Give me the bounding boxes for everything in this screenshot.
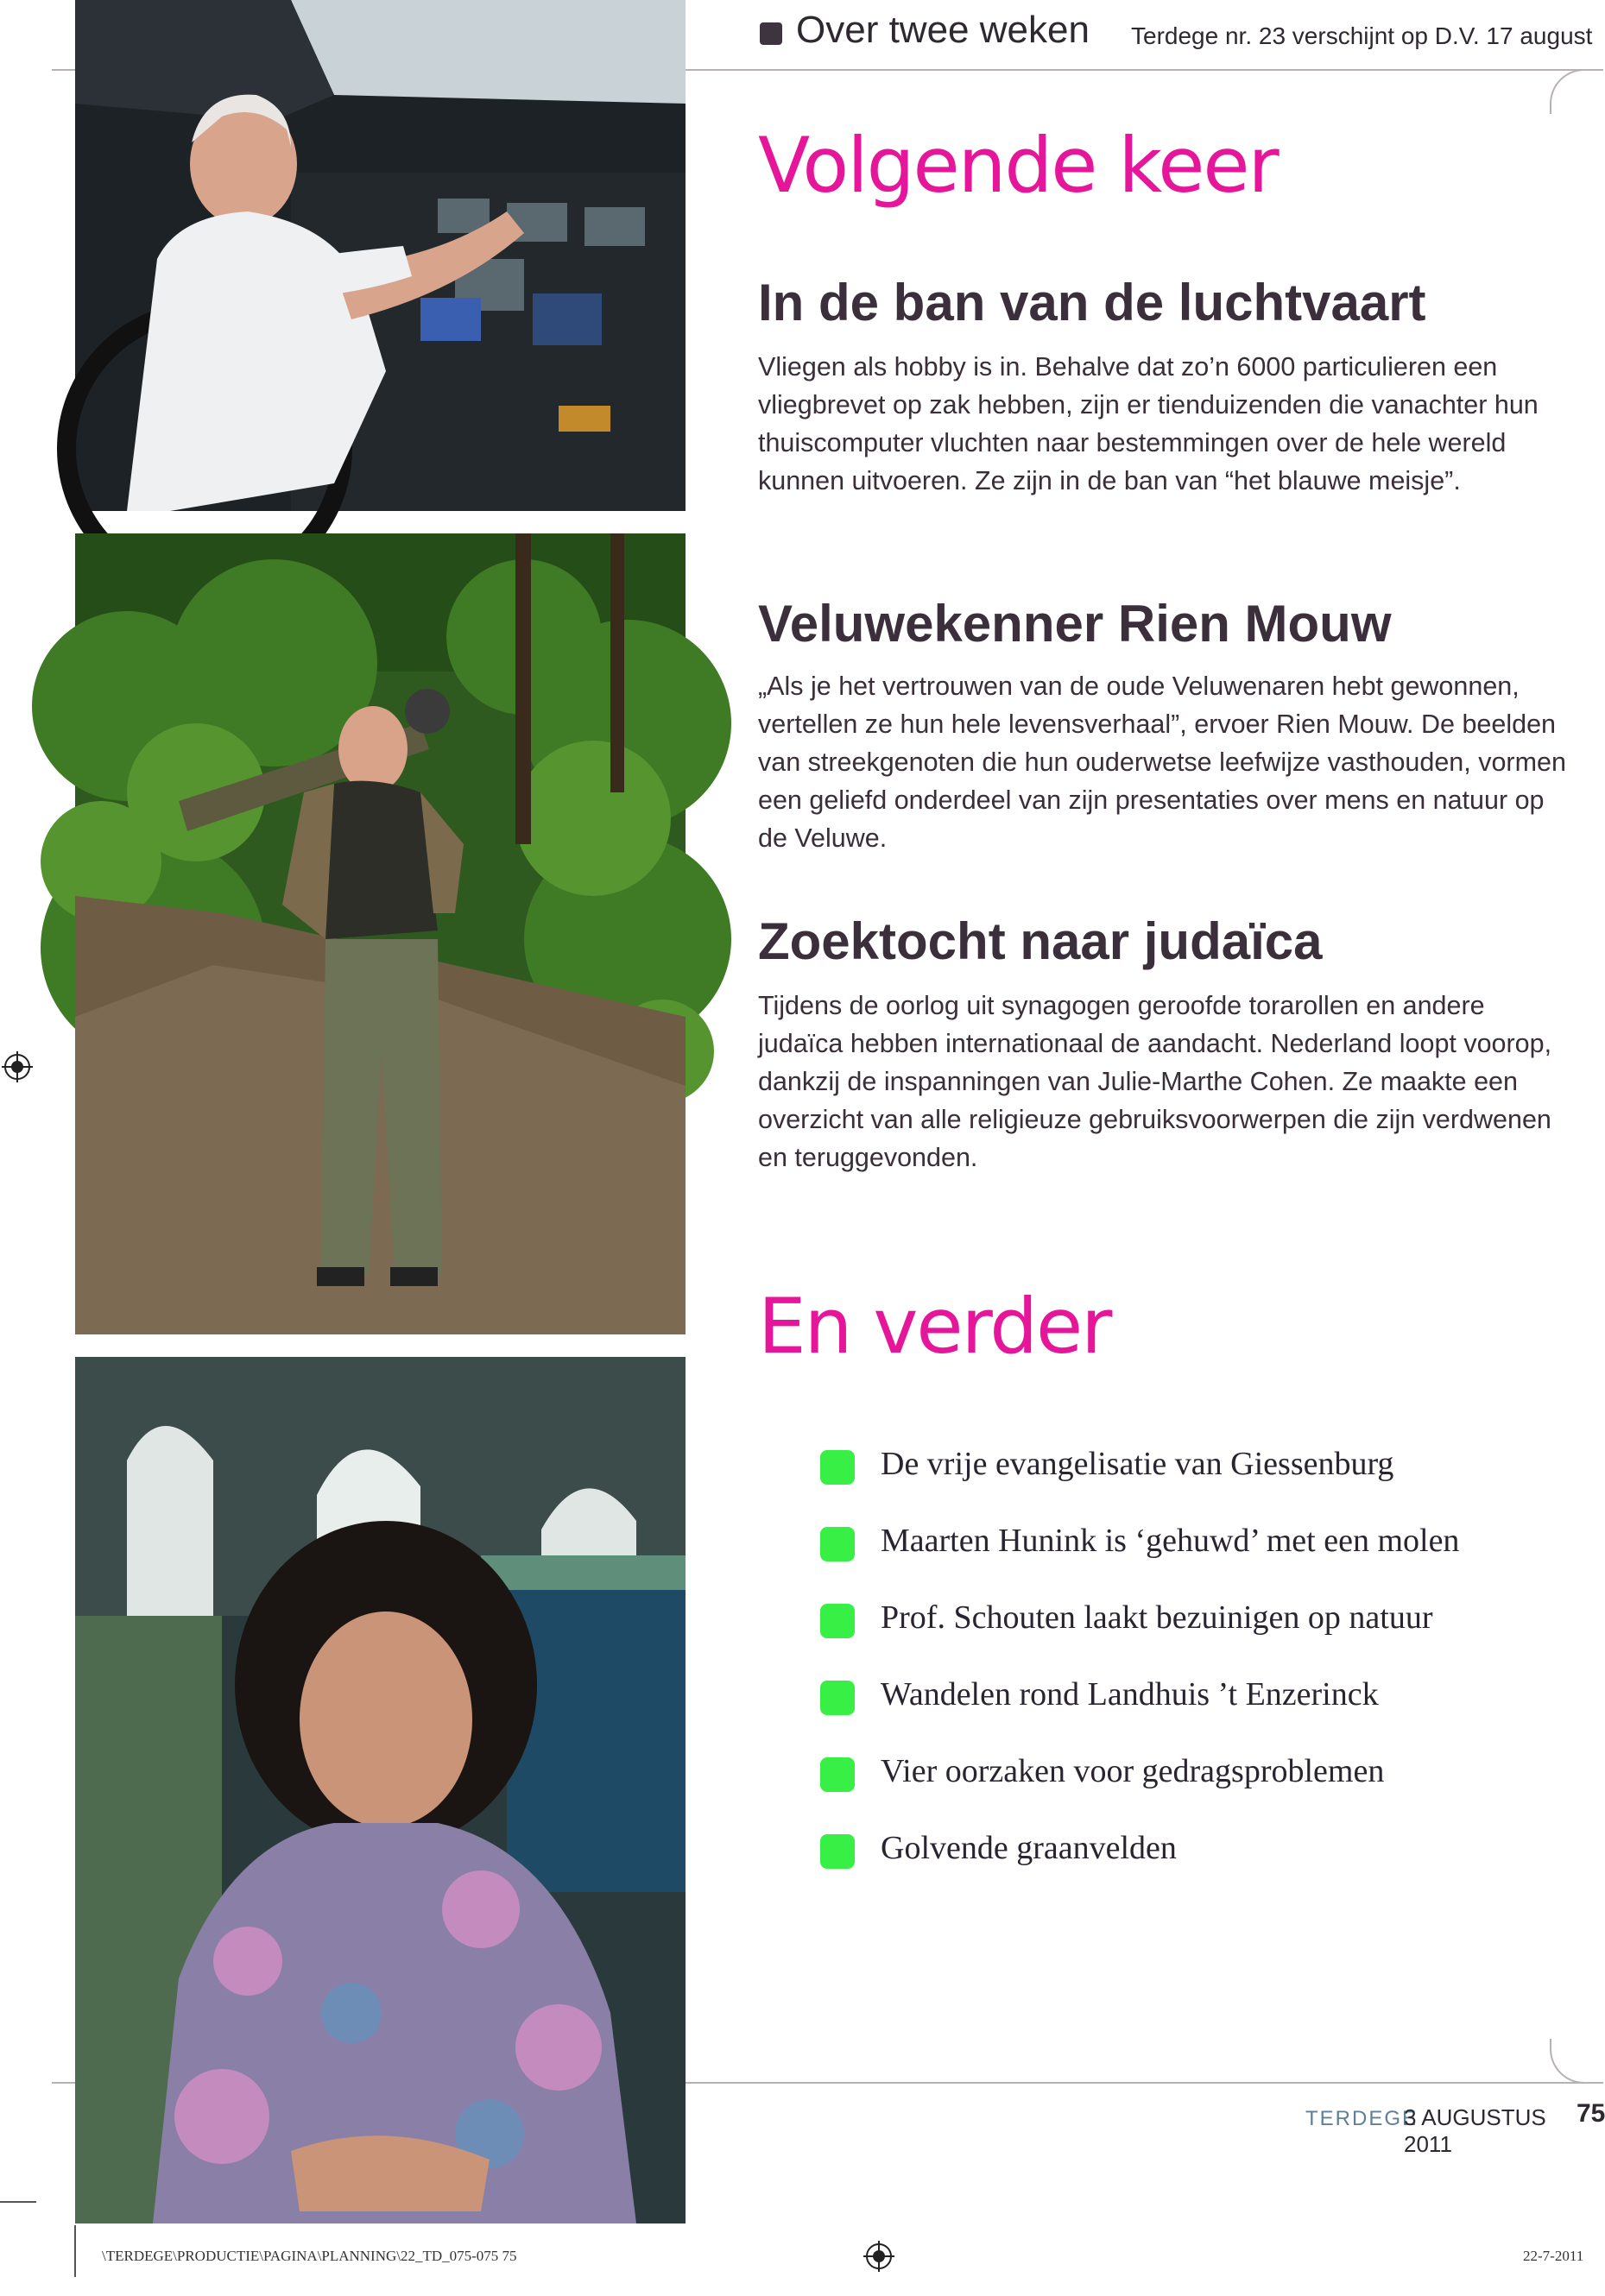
header-note: Terdege nr. 23 verschijnt op D.V. 17 august bbox=[1131, 22, 1593, 49]
print-date: 22-7-2011 bbox=[1523, 2248, 1584, 2264]
photo-portrait bbox=[75, 1357, 686, 2223]
article-body-veluwe: „Als je het vertrouwen van de oude Veluwenaren hebt gewonnen, vertellen ze hun hele levensverhaal”, ervoer Rien Mouw. De beelden van streekgenoten die hun ouderwetse leefwijze vasthouden, vormen een geliefd onderdeel van zijn presentaties over mens en natuur op de Veluwe. bbox=[758, 672, 1566, 853]
frame-corner-bottom bbox=[1550, 2039, 1603, 2084]
crop-mark bbox=[74, 2225, 76, 2277]
footer-date: 3 AUGUSTUS 2011 bbox=[1404, 2104, 1546, 2157]
bullet-square-icon bbox=[820, 1527, 855, 1561]
registration-mark-icon bbox=[2, 1051, 33, 1087]
list-item: Prof. Schouten laakt bezuinigen op natuur bbox=[881, 1599, 1433, 1636]
print-path: \TERDEGE\PRODUCTIE\PAGINA\PLANNING\22_TD_075-075 75 bbox=[102, 2248, 517, 2264]
photo-forest bbox=[75, 533, 686, 1334]
footer-magazine: TERDEGE bbox=[1305, 2107, 1419, 2130]
article-title-judaica: Zoektocht naar judaïca bbox=[758, 912, 1323, 970]
crop-mark bbox=[0, 2201, 36, 2203]
article-body-judaica: Tijdens de oorlog uit synagogen geroofde torarollen en andere judaïca hebben internationaal de aandacht. Nederland loopt voorop, dankzij de inspanningen van Julie-Marthe Cohen. Ze maakte een overzicht van alle religieuze gebruiksvoorwerpen die zijn verdwenen en teruggevonden. bbox=[758, 991, 1552, 1172]
article-body-aviation: Vliegen als hobby is in. Behalve dat zo’n 6000 particulieren een vliegbrevet op zak hebben, zijn er tienduizenden die vanachter hun thuiscomputer vluchten naar bestemmingen over de hele wereld kunnen uitvoeren. Ze zijn in de ban van “het blauwe meisje”. bbox=[758, 352, 1539, 495]
list-item: De vrije evangelisatie van Giessenburg bbox=[881, 1446, 1394, 1482]
bullet-square-icon bbox=[820, 1834, 855, 1869]
header-title: Over twee weken bbox=[796, 9, 1090, 51]
article-title-aviation: In de ban van de luchtvaart bbox=[758, 274, 1426, 331]
heading-further: En verder bbox=[758, 1282, 1111, 1371]
bullet-square-icon bbox=[820, 1450, 855, 1485]
bullet-square-icon bbox=[820, 1681, 855, 1715]
list-item: Maarten Hunink is ‘gehuwd’ met een molen bbox=[881, 1523, 1460, 1559]
photo-cockpit bbox=[75, 0, 686, 511]
bullet-square-icon bbox=[820, 1757, 855, 1792]
bullet-square-icon bbox=[820, 1604, 855, 1638]
frame-corner-top bbox=[1550, 69, 1603, 114]
list-item: Wandelen rond Landhuis ’t Enzerinck bbox=[881, 1676, 1379, 1713]
article-title-veluwe: Veluwekenner Rien Mouw bbox=[758, 595, 1392, 653]
registration-mark-icon bbox=[863, 2241, 894, 2276]
list-item: Vier oorzaken voor gedragsproblemen bbox=[881, 1753, 1385, 1789]
header-square-icon bbox=[760, 22, 782, 45]
page-number: 75 bbox=[1577, 2099, 1605, 2128]
list-item: Golvende graanvelden bbox=[881, 1830, 1177, 1866]
heading-next: Volgende keer bbox=[758, 121, 1278, 210]
